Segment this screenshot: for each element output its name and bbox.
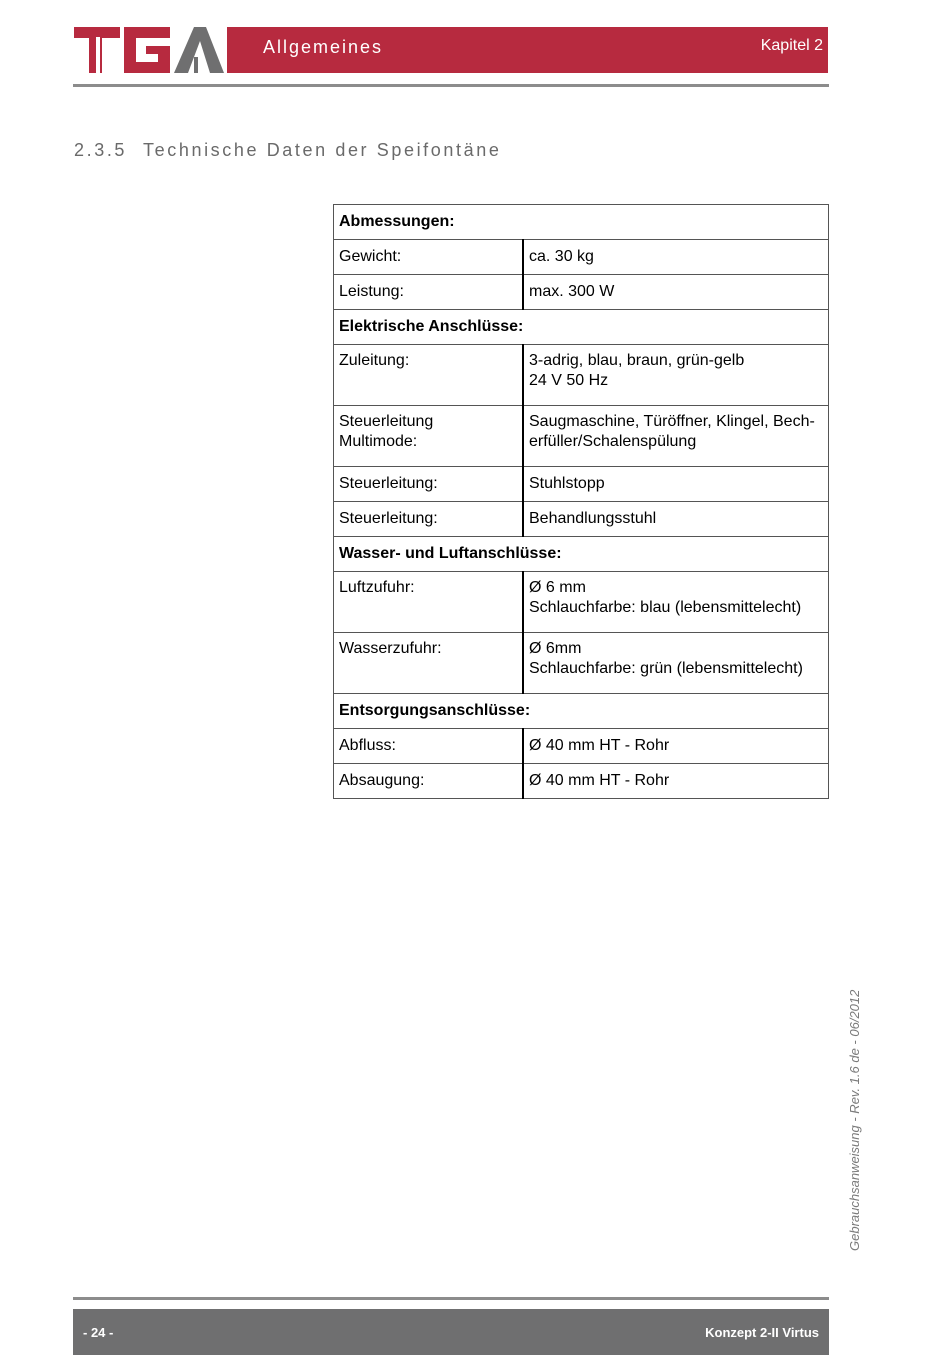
row-value-line: Schlauchfarbe: grün (lebensmittelecht) bbox=[529, 660, 803, 677]
row-value-line: ca. 30 kg bbox=[529, 248, 594, 265]
product-name: Konzept 2-II Virtus bbox=[705, 1325, 819, 1340]
header-divider bbox=[73, 84, 829, 87]
row-value bbox=[523, 729, 829, 764]
row-value bbox=[523, 467, 829, 502]
row-value-line: Ø 6 mm bbox=[529, 579, 586, 596]
row-label bbox=[334, 764, 524, 799]
section-label: Wasser- und Luftanschlüsse: bbox=[334, 537, 829, 572]
row-value-line: Schlauchfarbe: blau (lebensmittelecht) bbox=[529, 599, 802, 616]
row-value-line: max. 300 W bbox=[529, 283, 615, 300]
section-label: Entsorgungsanschlüsse: bbox=[334, 694, 829, 729]
row-value-line: 24 V 50 Hz bbox=[529, 372, 609, 389]
row-label bbox=[334, 572, 524, 633]
technical-data-table bbox=[333, 204, 829, 799]
row-value bbox=[523, 633, 829, 694]
footer-bar bbox=[73, 1309, 829, 1355]
row-label-line: Steuerleitung: bbox=[339, 475, 438, 492]
row-value-line: Behandlungsstuhl bbox=[529, 510, 657, 527]
row-label bbox=[334, 406, 524, 467]
table-row bbox=[334, 275, 829, 310]
row-value bbox=[523, 275, 829, 310]
section-label: Elektrische Anschlüsse: bbox=[334, 310, 829, 345]
row-value-line: Ø 40 mm HT - Rohr bbox=[529, 772, 670, 789]
table-section-row bbox=[334, 537, 829, 572]
row-label bbox=[334, 240, 524, 275]
revision-note: Gebrauchsanweisung - Rev. 1.6 de - 06/2012 bbox=[847, 989, 862, 1251]
row-value bbox=[523, 240, 829, 275]
section-title: Allgemeines bbox=[263, 37, 384, 57]
row-label-line: Absaugung: bbox=[339, 772, 425, 789]
row-label bbox=[334, 345, 524, 406]
row-label-line: Zuleitung: bbox=[339, 352, 410, 369]
row-label-line: Wasserzufuhr: bbox=[339, 640, 442, 657]
row-value bbox=[523, 764, 829, 799]
row-label-line: Gewicht: bbox=[339, 248, 402, 265]
section-number: 2.3.5 bbox=[74, 140, 128, 160]
row-label-line: Luftzufuhr: bbox=[339, 579, 415, 596]
row-value-line: Ø 6mm bbox=[529, 640, 582, 657]
footer-divider bbox=[73, 1297, 829, 1300]
row-label-line: Leistung: bbox=[339, 283, 404, 300]
row-value bbox=[523, 572, 829, 633]
table-section-row bbox=[334, 694, 829, 729]
page-number: - 24 - bbox=[83, 1325, 114, 1340]
table-row bbox=[334, 406, 829, 467]
table-row bbox=[334, 764, 829, 799]
table-row bbox=[334, 345, 829, 406]
row-label-line: Abfluss: bbox=[339, 737, 396, 754]
section-label: Abmessungen: bbox=[334, 205, 829, 240]
chapter-label: Kapitel 2 bbox=[760, 37, 823, 54]
row-label bbox=[334, 502, 524, 537]
row-label bbox=[334, 729, 524, 764]
table-row bbox=[334, 572, 829, 633]
row-value-line: Stuhlstopp bbox=[529, 475, 605, 492]
row-value bbox=[523, 502, 829, 537]
table-section-row bbox=[334, 205, 829, 240]
row-label bbox=[334, 633, 524, 694]
table-row bbox=[334, 467, 829, 502]
row-value-line: Saugmaschine, Türöffner, Klingel, Bech- bbox=[529, 413, 815, 430]
table-row bbox=[334, 729, 829, 764]
row-label-line: Multimode: bbox=[339, 433, 418, 450]
row-label-line: Steuerleitung bbox=[339, 413, 434, 430]
section-heading bbox=[74, 140, 501, 161]
tga-logo bbox=[74, 27, 224, 75]
table-row bbox=[334, 633, 829, 694]
row-value-line: 3-adrig, blau, braun, grün-gelb bbox=[529, 352, 745, 369]
row-label-line: Steuerleitung: bbox=[339, 510, 438, 527]
row-value-line: Ø 40 mm HT - Rohr bbox=[529, 737, 670, 754]
table-row bbox=[334, 240, 829, 275]
row-value bbox=[523, 345, 829, 406]
row-value-line: erfüller/Schalenspülung bbox=[529, 433, 697, 450]
row-label bbox=[334, 275, 524, 310]
row-value bbox=[523, 406, 829, 467]
header-bar bbox=[227, 27, 828, 73]
section-heading-title: Technische Daten der Speifontäne bbox=[143, 140, 502, 160]
table-section-row bbox=[334, 310, 829, 345]
table-row bbox=[334, 502, 829, 537]
row-label bbox=[334, 467, 524, 502]
